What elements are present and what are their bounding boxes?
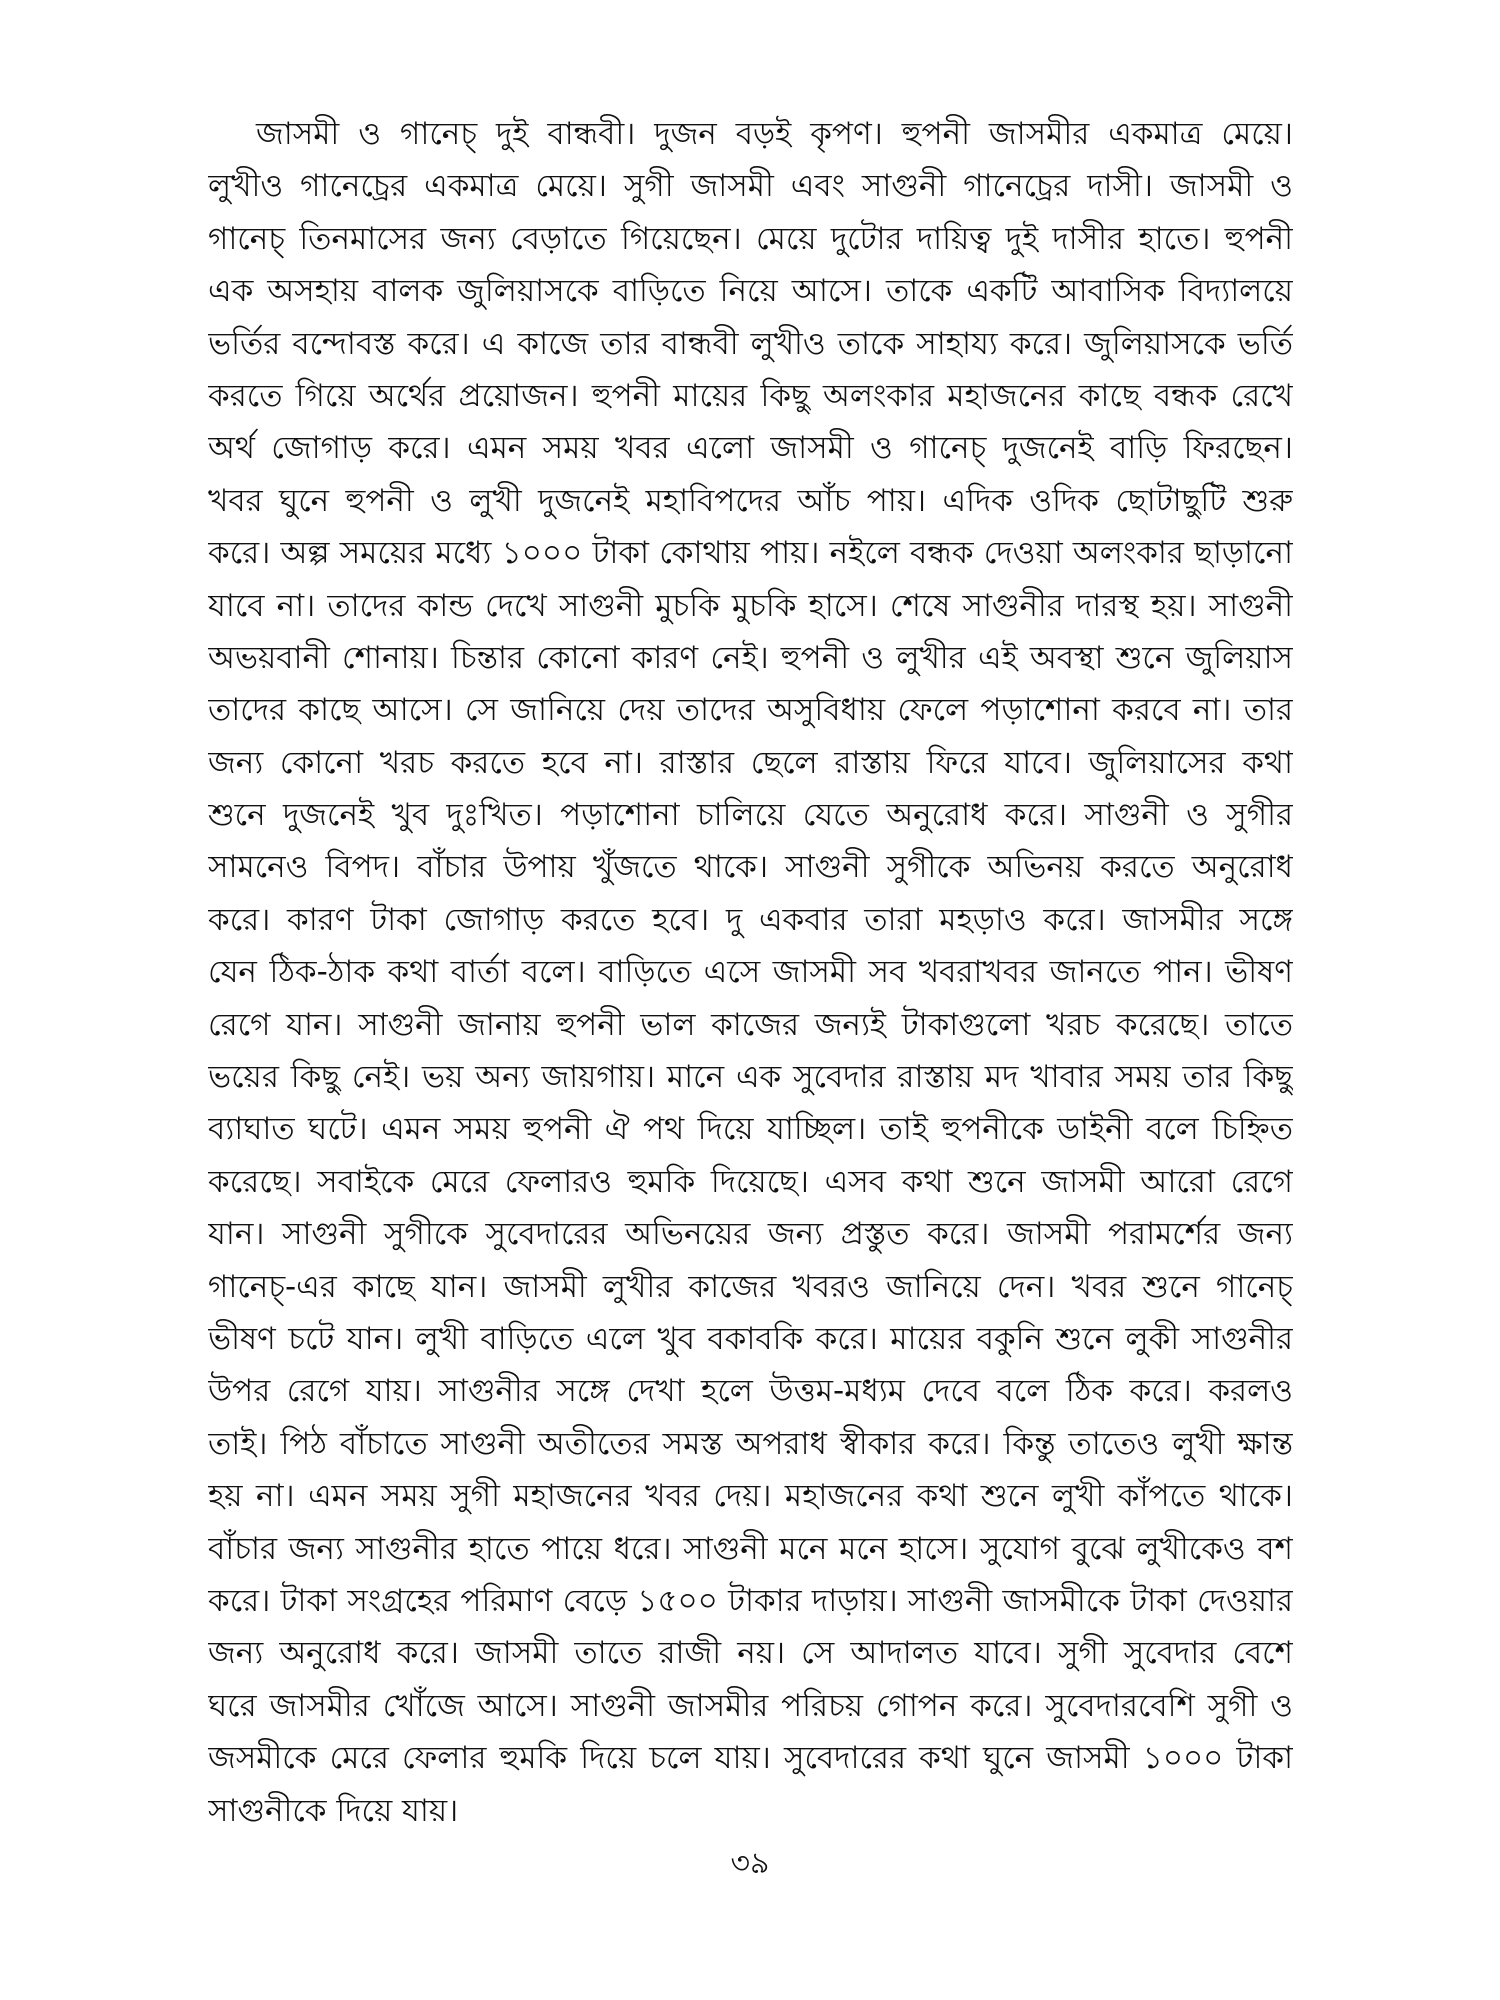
paragraph-line: ব্যাঘাত ঘটে। এমন সময় হুপনী ঐ পথ দিয়ে যাচ্ছিল। তাই হুপনীকে ডাইনী বলে চিহ্নিত — [208, 1111, 1293, 1148]
paragraph-line: করেছে। সবাইকে মেরে ফেলারও হুমকি দিয়েছে। এসব কথা শুনে জাসমী আরো রেগে — [208, 1163, 1293, 1200]
paragraph-line: ভয়ের কিছু নেই। ভয় অন্য জায়গায়। মানে এক সুবেদার রাস্তায় মদ খাবার সময় তার কিছু — [208, 1059, 1293, 1096]
paragraph-line: লুখীও গানেচ্রের একমাত্র মেয়ে। সুগী জাসমী এবং সাগুনী গানেচ্রের দাসী। জাসমী ও — [208, 168, 1293, 205]
page-number: ৩৯ — [730, 1846, 770, 1881]
paragraph-line: যেন ঠিক-ঠাক কথা বার্তা বলে। বাড়িতে এসে জাসমী সব খবরাখবর জানতে পান। ভীষণ — [208, 954, 1293, 991]
paragraph-line: যান। সাগুনী সুগীকে সুবেদারের অভিনয়ের জন্য প্রস্তুত করে। জাসমী পরামর্শের জন্য — [208, 1216, 1293, 1253]
paragraph-line: এক অসহায় বালক জুলিয়াসকে বাড়িতে নিয়ে আসে। তাকে একটি আবাসিক বিদ্যালয়ে — [208, 273, 1293, 310]
paragraph-line: রেগে যান। সাগুনী জানায় হুপনী ভাল কাজের জন্যই টাকাগুলো খরচ করেছে। তাতে — [208, 1006, 1293, 1043]
paragraph-line: খবর ঘুনে হুপনী ও লুখী দুজনেই মহাবিপদের আঁচ পায়। এদিক ওদিক ছোটাছুটি শুরু — [208, 482, 1293, 519]
paragraph-line: গানেচ্-এর কাছে যান। জাসমী লুখীর কাজের খবরও জানিয়ে দেন। খবর শুনে গানেচ্ — [208, 1268, 1293, 1305]
paragraph-line: জসমীকে মেরে ফেলার হুমকি দিয়ে চলে যায়। সুবেদারের কথা ঘুনে জাসমী ১০০০ টাকা — [208, 1740, 1293, 1777]
paragraph-line: ভর্তির বন্দোবস্ত করে। এ কাজে তার বান্ধবী লুখীও তাকে সাহায্য করে। জুলিয়াসকে ভর্তি — [208, 325, 1293, 362]
paragraph-line: তাদের কাছে আসে। সে জানিয়ে দেয় তাদের অসুবিধায় ফেলে পড়াশোনা করবে না। তার — [208, 692, 1293, 729]
paragraph-line: সাগুনীকে দিয়ে যায়। — [208, 1792, 459, 1829]
paragraph-line: করে। টাকা সংগ্রহের পরিমাণ বেড়ে ১৫০০ টাকার দাড়ায়। সাগুনী জাসমীকে টাকা দেওয়ার — [208, 1582, 1293, 1619]
paragraph-line: অভয়বানী শোনায়। চিন্তার কোনো কারণ নেই। হুপনী ও লুখীর এই অবস্থা শুনে জুলিয়াস — [208, 639, 1293, 676]
paragraph-line: জন্য কোনো খরচ করতে হবে না। রাস্তার ছেলে রাস্তায় ফিরে যাবে। জুলিয়াসের কথা — [208, 744, 1293, 781]
paragraph-line: বাঁচার জন্য সাগুনীর হাতে পায়ে ধরে। সাগুনী মনে মনে হাসে। সুযোগ বুঝে লুখীকেও বশ — [208, 1530, 1293, 1567]
paragraph-line: ঘরে জাসমীর খোঁজে আসে। সাগুনী জাসমীর পরিচয় গোপন করে। সুবেদারবেশি সুগী ও — [208, 1687, 1293, 1724]
paragraph-line: যাবে না। তাদের কান্ড দেখে সাগুনী মুচকি মুচকি হাসে। শেষে সাগুনীর দারস্থ হয়। সাগুনী — [208, 587, 1293, 624]
paragraph-line: তাই। পিঠ বাঁচাতে সাগুনী অতীতের সমস্ত অপরাধ স্বীকার করে। কিন্তু তাতেও লুখী ক্ষান্ত — [208, 1425, 1293, 1462]
paragraph-line: সামনেও বিপদ। বাঁচার উপায় খুঁজতে থাকে। সাগুনী সুগীকে অভিনয় করতে অনুরোধ — [208, 849, 1293, 886]
paragraph-line: গানেচ্ তিনমাসের জন্য বেড়াতে গিয়েছেন। মেয়ে দুটোর দায়িত্ব দুই দাসীর হাতে। হুপনী — [208, 220, 1293, 257]
paragraph-line: করে। কারণ টাকা জোগাড় করতে হবে। দু একবার তারা মহড়াও করে। জাসমীর সঙ্গে — [208, 901, 1293, 938]
paragraph-line: জন্য অনুরোধ করে। জাসমী তাতে রাজী নয়। সে আদালত যাবে। সুগী সুবেদার বেশে — [208, 1635, 1293, 1672]
paragraph-line: করে। অল্প সময়ের মধ্যে ১০০০ টাকা কোথায় পায়। নইলে বন্ধক দেওয়া অলংকার ছাড়ানো — [208, 535, 1293, 572]
paragraph-line: হয় না। এমন সময় সুগী মহাজনের খবর দেয়। মহাজনের কথা শুনে লুখী কাঁপতে থাকে। — [208, 1478, 1293, 1515]
paragraph-line: অর্থ জোগাড় করে। এমন সময় খবর এলো জাসমী ও গানেচ্ দুজনেই বাড়ি ফিরছেন। — [208, 430, 1293, 467]
body-paragraph — [208, 108, 1293, 1837]
paragraph-line: করতে গিয়ে অর্থের প্রয়োজন। হুপনী মায়ের কিছু অলংকার মহাজনের কাছে বন্ধক রেখে — [208, 377, 1293, 414]
paragraph-line: উপর রেগে যায়। সাগুনীর সঙ্গে দেখা হলে উত্তম-মধ্যম দেবে বলে ঠিক করে। করলও — [208, 1373, 1293, 1410]
paragraph-line: শুনে দুজনেই খুব দুঃখিত। পড়াশোনা চালিয়ে যেতে অনুরোধ করে। সাগুনী ও সুগীর — [208, 797, 1293, 834]
paragraph-line: জাসমী ও গানেচ্ দুই বান্ধবী। দুজন বড়ই কৃপণ। হুপনী জাসমীর একমাত্র মেয়ে। — [256, 116, 1293, 152]
paragraph-line: ভীষণ চটে যান। লুখী বাড়িতে এলে খুব বকাবকি করে। মায়ের বকুনি শুনে লুকী সাগুনীর — [208, 1320, 1293, 1357]
